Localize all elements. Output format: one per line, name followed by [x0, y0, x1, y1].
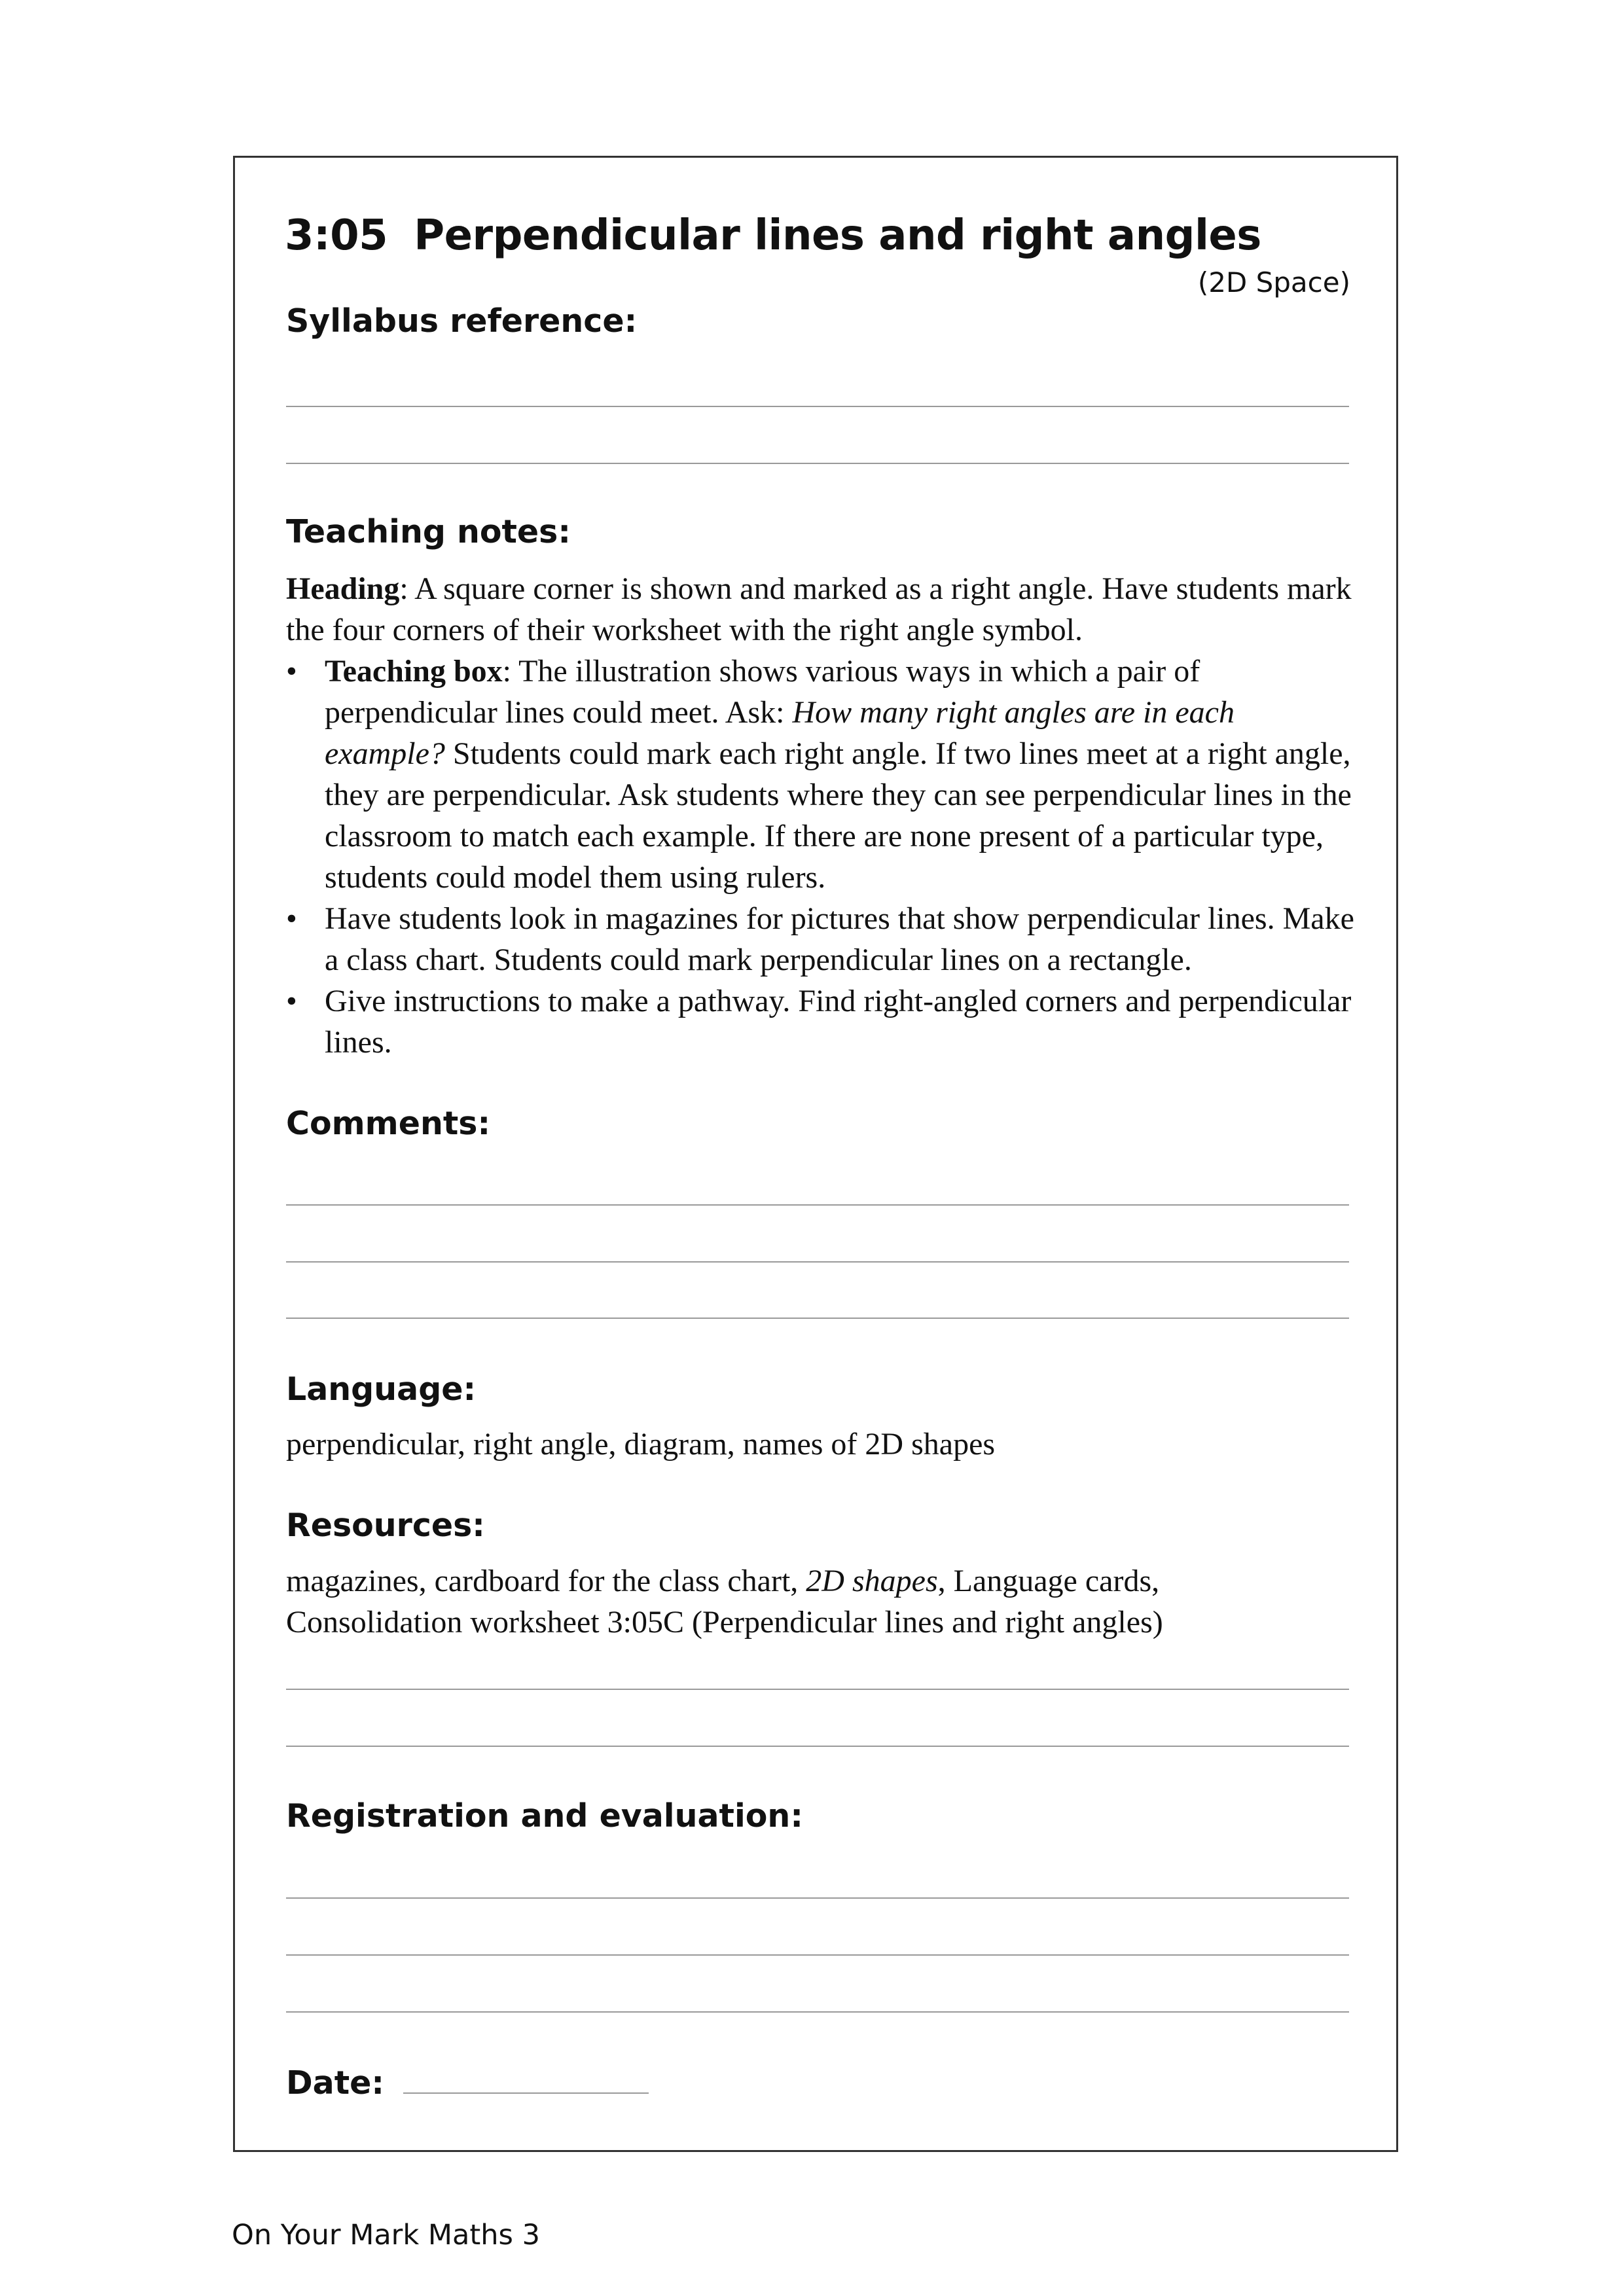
page-title — [285, 211, 1261, 260]
date-line — [403, 2092, 649, 2094]
resources-heading: Resources: — [286, 1507, 485, 1544]
syllabus-line-1 — [286, 406, 1349, 407]
heading-note — [286, 568, 1360, 651]
bullet-marker: • — [286, 654, 297, 689]
resources-text — [286, 1560, 1333, 1643]
footer-text: On Your Mark Maths 3 — [232, 2219, 540, 2251]
comments-line-2 — [286, 1261, 1349, 1263]
syllabus-heading: Syllabus reference: — [286, 302, 638, 340]
resources-line-1 — [286, 1689, 1349, 1690]
registration-heading: Registration and evaluation: — [286, 1797, 803, 1835]
category-label: (2D Space) — [1197, 266, 1350, 298]
language-text: perpendicular, right angle, diagram, names of 2D shapes — [286, 1427, 996, 1462]
resources-line-2 — [286, 1746, 1349, 1747]
teaching-box-label: Teaching box — [325, 654, 503, 689]
list-item — [286, 651, 1360, 898]
resources-italic: 2D shapes — [806, 1564, 938, 1598]
list-item — [286, 980, 1360, 1063]
comments-line-3 — [286, 1318, 1349, 1319]
lesson-title: Perpendicular lines and right angles — [414, 211, 1261, 260]
teaching-notes-body — [286, 568, 1360, 1063]
lesson-number: 3:05 — [285, 211, 388, 260]
bullet-marker: • — [286, 901, 297, 936]
bullet-3-text: Give instructions to make a pathway. Find right-angled corners and perpendicular lines. — [325, 984, 1352, 1060]
list-item — [286, 898, 1360, 980]
teaching-notes-list — [286, 651, 1360, 1063]
bullet-1-question: How many right angles are in each example? — [325, 695, 1235, 771]
heading-note-label: Heading — [286, 571, 400, 606]
bullet-marker: • — [286, 984, 297, 1018]
page-frame — [233, 156, 1398, 2152]
bullet-1-text-b: Students could mark each right angle. If two lines meet at a right angle, they are perpendicular. Ask students where they can see perpendicular lines in the classroom to match each example. If there are none present of a particular type, students could model them using rulers. — [325, 736, 1352, 895]
resources-text-a: magazines, cardboard for the class chart, — [286, 1564, 806, 1598]
comments-heading: Comments: — [286, 1105, 491, 1142]
heading-note-text: : A square corner is shown and marked as a right angle. Have students mark the four corners of their worksheet with the right angle symbol. — [286, 571, 1352, 647]
registration-line-1 — [286, 1897, 1349, 1899]
comments-line-1 — [286, 1204, 1349, 1206]
teaching-notes-heading: Teaching notes: — [286, 513, 571, 550]
resources-text-b: , Language cards, Consolidation worksheet 3:05C (Perpendicular lines and right angles) — [286, 1564, 1163, 1640]
bullet-2-text: Have students look in magazines for pictures that show perpendicular lines. Make a class chart. Students could mark perpendicular lines on a rectangle. — [325, 901, 1354, 977]
bullet-1-text-a: : The illustration shows various ways in which a pair of perpendicular lines could meet. Ask: — [325, 654, 1200, 730]
registration-line-2 — [286, 1954, 1349, 1956]
date-label: Date: — [286, 2064, 384, 2102]
syllabus-line-2 — [286, 463, 1349, 464]
language-heading: Language: — [286, 1371, 477, 1408]
registration-line-3 — [286, 2011, 1349, 2013]
